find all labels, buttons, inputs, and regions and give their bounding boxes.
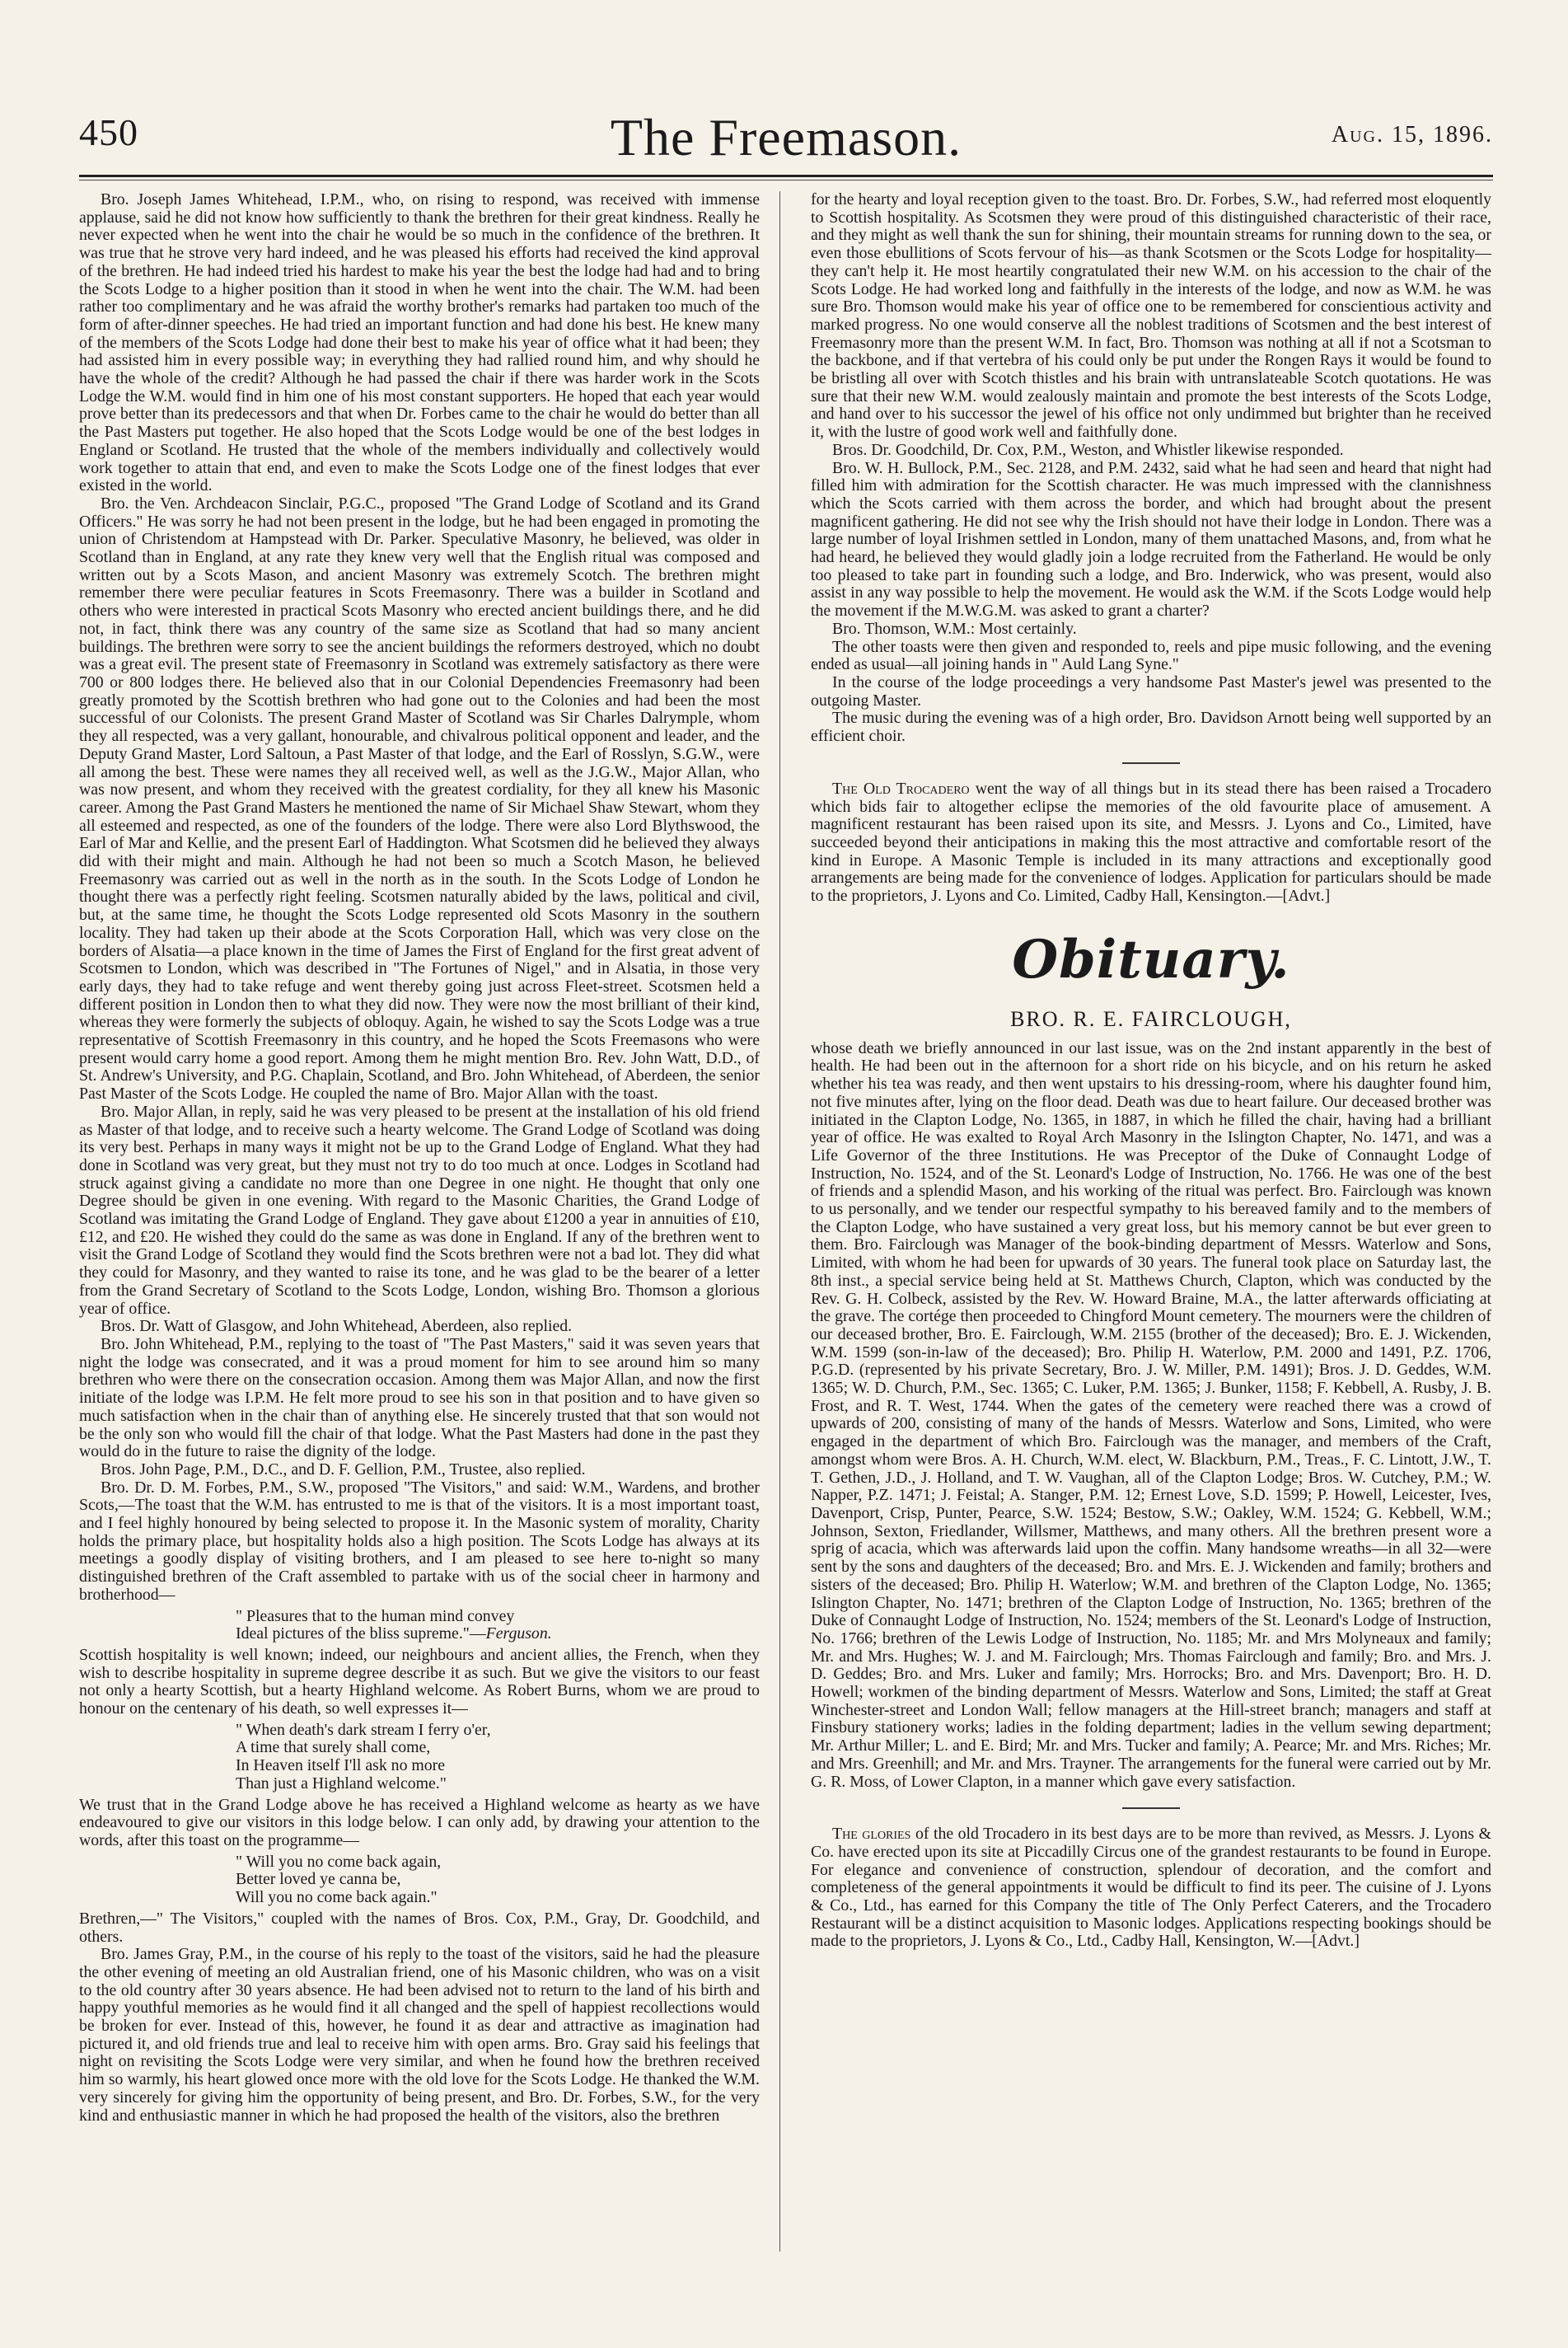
right-column <box>811 191 1491 1951</box>
advertisement-paragraph <box>811 1825 1491 1951</box>
obituary-heading: Obituary. <box>1012 928 1290 991</box>
article-paragraph: Bro. W. H. Bullock, P.M., Sec. 2128, and P.M. 2432, said what he had seen and heard that night had filled him with admiration for the Scottish character. He was much impressed with the clannishness which the Scots carried with them across the border, and which had brought about the present magnificent gathering. He did not see why the Irish should not have their lodge in London. There was a large number of loyal Irishmen settled in London, many of them unattached Masons, and, from what he had heard, he believed they would gladly join a lodge recruited from the Fatherland. He would be only too pleased to take part in founding such a lodge, and Bro. Inderwick, who was present, would also assist in any way possible to help the movement. He would ask the W.M. if the Scots Lodge would help the movement if the M.W.G.M. was asked to grant a charter? <box>811 458 1491 621</box>
article-paragraph: Bro. James Gray, P.M., in the course of his reply to the toast of the visitors, said he had the pleasure the other evening of meeting an old Australian friend, one of his Masonic children, who was on a visit to the old country after 30 years absence. He had been advised not to return to the land of his birth and happy youthful memories as he would find it all changed and the spell of happiest recollections would be broken for ever. Instead of this, however, he found it as dear and attractive as imagination had pictured it, and old friends true and leal to receive him with open arms. Bro. Gray said his feelings that night on revisiting the Scots Lodge were very similar, and when he found how the brethren received him so warmly, his heart glowed once more with the old love for the Scots Lodge. He thanked the W.M. very sincerely for giving him the opportunity of being present, and Bro. Dr. Forbes, S.W., for the very kind and enthusiastic manner in which he had proposed the health of the visitors, also the brethren <box>79 1945 760 2125</box>
verse-line: Better loved ye canna be, <box>236 1870 401 1889</box>
verse-line: Than just a Highland welcome." <box>236 1774 447 1793</box>
verse-line <box>236 1625 760 1643</box>
article-paragraph: Bros. John Page, P.M., D.C., and D. F. Gellion, P.M., Trustee, also replied. <box>101 1460 586 1479</box>
obituary-name: BRO. R. E. FAIRCLOUGH, <box>1010 1006 1292 1031</box>
verse-line: " Will you no come back again, <box>236 1852 442 1871</box>
article-paragraph: In the course of the lodge proceedings a very handsome Past Master's jewel was presented to the outgoing Master. <box>811 673 1491 710</box>
article-paragraph: Bro. Thomson, W.M.: Most certainly. <box>832 619 1077 638</box>
page-number: 450 <box>79 111 138 153</box>
issue-date: Aug. 15, 1896. <box>1331 122 1493 148</box>
verse-quotation <box>79 1608 760 1643</box>
verse-line: Will you no come back again." <box>236 1888 438 1907</box>
verse-line-text: Ideal pictures of the bliss supreme."— <box>236 1624 486 1643</box>
verse-quotation <box>79 1722 760 1793</box>
advert-lead-in: The glories <box>832 1825 911 1844</box>
article-paragraph: Bro. John Whitehead, P.M., replying to the toast of "The Past Masters," said it was seven years that night the lodge was consecrated, and it was a proud moment for him to see around him so many brethren who were there on the consecration occasion. Among them was Major Allan, and now the first initiate of the lodge was I.P.M. He felt more proud to see his son in that position and to have given so much satisfaction when in the chair than of anything else. He sincerely trusted that that son would not be the only son who would fill the chair of that lodge. What the Past Masters had done in the past they would do in the future to raise the dignity of the lodge. <box>79 1335 760 1461</box>
verse-line: A time that surely shall come, <box>236 1738 431 1757</box>
article-paragraph: Bro. Joseph James Whitehead, I.P.M., who, on rising to respond, was received with immense applause, said he did not know how sufficiently to thank the brethren for their great kindness. Really he never expected when he went into the chair he would be so much in the confidence of the brethren. It was true that he strove very hard indeed, and he was pleased his efforts had received the kind approval of the brethren. He had indeed tried his hardest to make his year the best the lodge had had and to bring the Scots Lodge to a higher position than it stood in when he went into the chair. The W.M. had been rather too complimentary and he was afraid the worthy brother's remarks had partaken too much of the form of after-dinner speeches. He had tried an important function and had done his best. He knew many of the members of the Scots Lodge had done their best to make his year of office what it had been; they had assisted him in every possible way; in everything they had rallied round him, and why should he have the whole of the credit? Although he had passed the chair if there was harder work in the Scots Lodge the W.M. would find in him one of his most constant supporters. He hoped that each year would prove better than its predecessors and that when Dr. Forbes came to the chair he would do better than all the Past Masters put together. He also hoped that the Scots Lodge would be one of the best lodges in England or Scotland. He trusted that the whole of the members individually and collectively would work together to attain that end, and even to make the Scots Lodge one of the finest lodges that ever existed in the world. <box>79 190 760 495</box>
verse-line: In Heaven itself I'll ask no more <box>236 1756 446 1775</box>
verse-quotation <box>79 1854 760 1907</box>
article-paragraph: for the hearty and loyal reception given to the toast. Bro. Dr. Forbes, S.W., had referred most eloquently to Scottish hospitality. As Scotsmen they were proud of this distinguished characteristic of their race, and they might as well thank the sun for shining, their mountain streams for running down to the sea, or even those ebullitions of Scots fervour of his—as thank Scotsmen or the Scots Lodge for hospitality—they can't help it. He most heartily congratulated their new W.M. on his accession to the chair of the Scots Lodge. He had worked long and faithfully in the interests of the lodge, and now as W.M. he was sure Bro. Thomson would make his year of office one to be remembered for conscientious activity and marked progress. No one would conserve all the noblest traditions of Scotsmen and the best interest of Freemasonry more than the present W.M. In fact, Bro. Thomson was nothing at all if not a Scotsman to the backbone, and if that vertebra of his could only be put under the Rongen Rays it would be found to be bristling all over with Scotch thistles and his brain with untranslateable Scotch quotations. He was sure that their new W.M. would zealously maintain and promote the best interests of the Scots Lodge, and hand over to his successor the jewel of his office not only undimmed but brighter than he received it, with the lustre of good work well and faithfully done. <box>811 190 1491 442</box>
verse-line: " When death's dark stream I ferry o'er, <box>236 1720 491 1739</box>
advert-lead-in: The Old Trocadero <box>832 779 970 798</box>
advertisement-paragraph <box>811 780 1491 906</box>
article-paragraph: We trust that in the Grand Lodge above he has received a Highland welcome as hearty as we have endeavoured to give our visitors in this lodge below. I can only add, by drawing your attention to the words, after this toast on the programme— <box>79 1795 760 1849</box>
left-column <box>79 191 760 2125</box>
article-paragraph: The other toasts were then given and responded to, reels and pipe music following, and the evening ended as usual—all joining hands in " Auld Lang Syne." <box>811 637 1491 674</box>
section-rule <box>1122 1807 1180 1809</box>
column-divider <box>779 191 780 2252</box>
verse-attribution: Ferguson. <box>485 1624 552 1643</box>
article-paragraph: Bro. the Ven. Archdeacon Sinclair, P.G.C., proposed "The Grand Lodge of Scotland and its Grand Officers." He was sorry he had not been present in the lodge, but he had been engaged in promoting the union of Christendom at Hampstead with Dr. Parker. Speculative Masonry, he believed, was older in Scotland than in England, at any rate they knew very well that the English ritual was composed and written out by a Scots Mason, and ancient Masonry was extremely Scotch. The brethren might remember there were peculiar features in Scots Freemasonry. There was a builder in Scotland and others who were interested in practical Scots Masonry who erected ancient buildings there, and he did not, in fact, think there was any country of the same size as Scotland that had so many ancient buildings. The brethren were sorry to see the ancient buildings the reformers destroyed, which no doubt was a great evil. The present state of Freemasonry in Scotland was extremely satisfactory as there were 700 or 800 lodges there. He believed also that in our Colonial Dependencies Freemasonry had been greatly promoted by the Scottish brethren who had gone out to the Colonies and had been the most successful of our Colonists. The present Grand Master of Scotland was Sir Charles Dalrymple, whom they all respected, was a very gallant, honourable, and chivalrous political opponent and leader, and the Deputy Grand Master, Lord Saltoun, a Past Master of that lodge, and the Earl of Rosslyn, S.G.W., were all among the best. These were names they all received well, as well as the J.G.W., Major Allan, who was now present, and whom they received with the greatest cordiality, for they all knew his Masonic career. Among the Past Grand Masters he mentioned the name of Sir Michael Shaw Stewart, whom they all esteemed and respected, as one of the founders of the lodge. There were also Lord Blythswood, the Earl of Mar and Kellie, and the present Earl of Haddington. What Scotsmen did he believed they always did with their might and main. Although he had not been so much a Scotch Mason, he believed Freemasonry was carried out as well in the north as in the south. In the Scots Lodge of London he thought there was a perfectly right feeling. Scotsmen naturally abided by the laws, political and civil, but, at the same time, he thought the Scots Lodge represented old Scots Masonry in the southern locality. They had taken up their abode at the Scots Corporation Hall, which was very close on the borders of Alsatia—a place known in the time of James the First of England for the first great advent of Scotsmen to London, which was described in "The Fortunes of Nigel," and in Alsatia, in those very early days, they had to take refuge and went thereby going just across Fleet-street. Scotsmen held a different position in London then to what they did now. They were now the most brilliant of their kind, whereas they were formerly the subjects of obloquy. Again, he wished to say the Scots Lodge was a true representative of Scottish Freemasonry in this country, and he hoped the Scots Freemasons who were present would carry home a good report. Among them he might mention Bro. Rev. John Watt, D.D., of St. Andrew's University, and P.G. Chaplain, Scotland, and Bro. John Whitehead, of Aberdeen, the senior Past Master of the Scots Lodge. He coupled the name of Bro. Major Allan with the toast. <box>79 494 760 1104</box>
article-paragraph: Bro. Major Allan, in reply, said he was very pleased to be present at the installation of his old friend as Master of that lodge, and to receive such a hearty welcome. The Grand Lodge of Scotland was doing its very best. Perhaps in many ways it might not be up to the Grand Lodge of England. What they had done in Scotland was very great, but they must not try to do too much at once. Lodges in Scotland had struck against giving a candidate no more than one Degree in one night. He thought that only one Degree should be given in one evening. With regard to the Masonic Charities, the Grand Lodge of Scotland was imitating the Grand Lodge of England. They gave about £1200 a year in annuities of £10, £12, and £20. He wished they could do the same as was done in England. If any of the brethren went to visit the Grand Lodge of Scotland they would find the Scots brethren were not a bad lot. They did what they could for Masonry, and they wanted to raise its tone, and he was glad to be the bearer of a letter from the Grand Secretary of Scotland to the Scots Lodge, London, wishing Bro. Thomson a glorious year of office. <box>79 1102 760 1318</box>
article-paragraph: Bros. Dr. Goodchild, Dr. Cox, P.M., Weston, and Whistler likewise responded. <box>832 440 1344 459</box>
article-paragraph: Scottish hospitality is well known; indeed, our neighbours and ancient allies, the French, when they wish to describe hospitality in supreme degree describe it as such. But we give the visitors to our feast not only a hearty Scottish, but a hearty Highland welcome. As Robert Burns, whom we are proud to honour on the centenary of his death, so well expresses it— <box>79 1645 760 1718</box>
advert-body: of the old Trocadero in its best days are to be more than revived, as Messrs. J. Lyons & Co. have erected upon its site at Piccadilly Circus one of the grandest restaurants to be found in Europe. For elegance and convenience of construction, splendour of decoration, and the comfort and completeness of the general appointments it would be difficult to find its peer. The cuisine of J. Lyons & Co., Ltd., has earned for this Company the title of The Only Perfect Caterers, and the Trocadero Restaurant will be a distinct acquisition to Masonic lodges. Applications respecting bookings should be made to the proprietors, J. Lyons & Co., Ltd., Cadby Hall, Kensington, W.—[Advt.] <box>811 1825 1492 1951</box>
section-rule <box>1122 762 1180 764</box>
header-rule <box>79 175 1493 177</box>
advert-body: went the way of all things but in its stead there has been raised a Trocadero which bids fair to altogether eclipse the memories of the old favourite place of amusement. A magnificent restaurant has been raised upon its site, and Messrs. J. Lyons and Co., Limited, have succeeded beyond their anticipations in making this the most attractive and comfortable resort of the kind in Europe. A Masonic Temple is included in its many attractions and exceptionally good arrangements are being made for the convenience of lodges. Application for particulars should be made to the proprietors, J. Lyons and Co. Limited, Cadby Hall, Kensington.—[Advt.] <box>811 779 1491 906</box>
masthead-title: The Freemason. <box>610 108 962 166</box>
page-header <box>79 107 1493 173</box>
verse-line: " Pleasures that to the human mind convey <box>236 1606 515 1625</box>
article-paragraph: Bro. Dr. D. M. Forbes, P.M., S.W., proposed "The Visitors," and said: W.M., Wardens, and brother Scots,—The toast that the W.M. has entrusted to me is that of the visitors. It is a most important toast, and I feel highly honoured by being selected to propose it. In the Masonic system of morality, Charity holds the primary place, but hospitality holds also a high position. The Scots Lodge has always at its meetings a goodly display of visiting brothers, and I am pleased to see here to-night so many distinguished brethren of the Craft assembled to partake with us of the social cheer in harmony and brotherhood— <box>79 1478 760 1604</box>
article-paragraph: Bros. Dr. Watt of Glasgow, and John Whitehead, Aberdeen, also replied. <box>101 1317 573 1336</box>
obituary-paragraph: whose death we briefly announced in our last issue, was on the 2nd instant apparently in the best of health. He had been out in the afternoon for a short ride on his bicycle, and on his return he asked whether his tea was ready, and then went upstairs to his dressing-room, where his daughter found him, not five minutes after, lying on the floor dead. Death was due to heart failure. Our deceased brother was initiated in the Clapton Lodge, No. 1365, in 1887, in which he filled the chair, having had a brilliant year of office. He was exalted to Royal Arch Masonry in the Islington Chapter, No. 1471, and was a Life Governor of the three Institutions. He was Preceptor of the Duke of Connaught Lodge of Instruction, No. 1524, and of the St. Leonard's Lodge of Instruction, No. 1766. He was one of the best of friends and a splendid Mason, and his working of the ritual was perfect. Bro. Fairclough was known to us personally, and we tender our respectful sympathy to his bereaved family and to the members of the Clapton Lodge, who have sustained a very great loss, but his memory cannot be but ever green to them. Bro. Fairclough was Manager of the book-binding department of Messrs. Waterlow and Sons, Limited, with whom he had been for upwards of 30 years. The funeral took place on Saturday last, the 8th inst., a special service being held at St. Matthews Church, Clapton, which was conducted by the Rev. G. H. Colbeck, assisted by the Rev. W. Howard Braine, M.A., the latter afterwards officiating at the grave. The cortége then proceeded to Chingford Mount cemetery. The mourners were the children of our deceased brother, Bro. E. Fairclough, W.M. 2155 (brother of the deceased); Bro. E. J. Wickenden, W.M. 1599 (son-in-law of the deceased); Bro. Philip H. Waterlow, P.M. 2000 and 1491, P.Z. 1706, P.G.D. (represented by his private Secretary, Bro. J. W. Miller, P.M. 1491); Bros. J. D. Geddes, W.M. 1365; W. D. Church, P.M., Sec. 1365; C. Luker, P.M. 1365; J. Bunker, 1158; F. Kebbell, A. Rusby, J. B. Frost, and R. T. West, 1744. When the gates of the cemetery were reached there was a crowd of upwards of 200, consisting of many of the hands of Messrs. Waterlow and Sons, Limited, who were engaged in the department of which Bro. Fairclough was the manager, and members of the Craft, amongst whom were Bros. A. H. Church, W.M. elect, W. Blackburn, P.M., Treas., F. C. Lintott, J.W., T. T. Gethen, J.D., J. Holland, and T. W. Vaughan, all of the Clapton Lodge; Bros. W. Cutchey, P.M.; W. Napper, P.Z. 1471; J. Feistal; A. Stanger, P.M. 12; Ernest Love, S.D. 1599; P. Howell, Leicester, Ives, Davenport, Crisp, Punter, Pearce, S.W. 1524; Bestow, S.W.; Oakley, W.M. 1524; G. Kebbell, W.M.; Johnson, Sexton, Friedlander, Willsmer, Matthews, and many others. All the brethren present wore a sprig of acacia, which was afterwards laid upon the coffin. Many handsome wreaths—in all 32—were sent by the sons and daughters of the deceased; Bro. and Mrs. E. J. Wickenden and family; brothers and sisters of the deceased; Bro. Philip H. Waterlow; W.M. and brethren of the Clapton Lodge, No. 1365; Islington Chapter, No. 1471; brethren of the Clapton Lodge of Instruction, No. 1365; brethren of the Duke of Connaught Lodge of Instruction, No. 1524; members of the St. Leonard's Lodge of Instruction, No. 1766; brethren of the Lewis Lodge of Instruction, No. 1185; Mr. and Mrs Molyneaux and family; Mr. and Mrs. Hughes; W. J. and M. Fairclough; Mrs. Thomas Fairclough and family; Bro. and Mrs. J. D. Geddes; Bro. and Mrs. Luker and family; Mrs. Horrocks; Bro. and Mrs. Davenport; Bro. H. D. Howell; workmen of the binding department of Messrs. Waterlow and Sons, Limited; the staff at Great Winchester-street and London Wall; fellow managers at the Hill-street branch; managers and staff at Finsbury stationery works; ladies in the folding department; ladies in the vellum sewing department; Mr. Arthur Miller; L. and E. Bird; Mr. and Mrs. Tucker and family; A. Pearce; Mr. and Mrs. Riches; Mr. and Mrs. Greenhill; and Mr. and Mrs. Trayner. The arrangements for the funeral were carried out by Mr. G. R. Moss, of Lower Clapton, in a manner which gave every satisfaction. <box>811 1038 1491 1791</box>
article-paragraph: The music during the evening was of a high order, Bro. Davidson Arnott being well supported by an efficient choir. <box>811 709 1491 746</box>
article-paragraph: Brethren,—" The Visitors," coupled with the names of Bros. Cox, P.M., Gray, Dr. Goodchild, and others. <box>79 1909 760 1946</box>
